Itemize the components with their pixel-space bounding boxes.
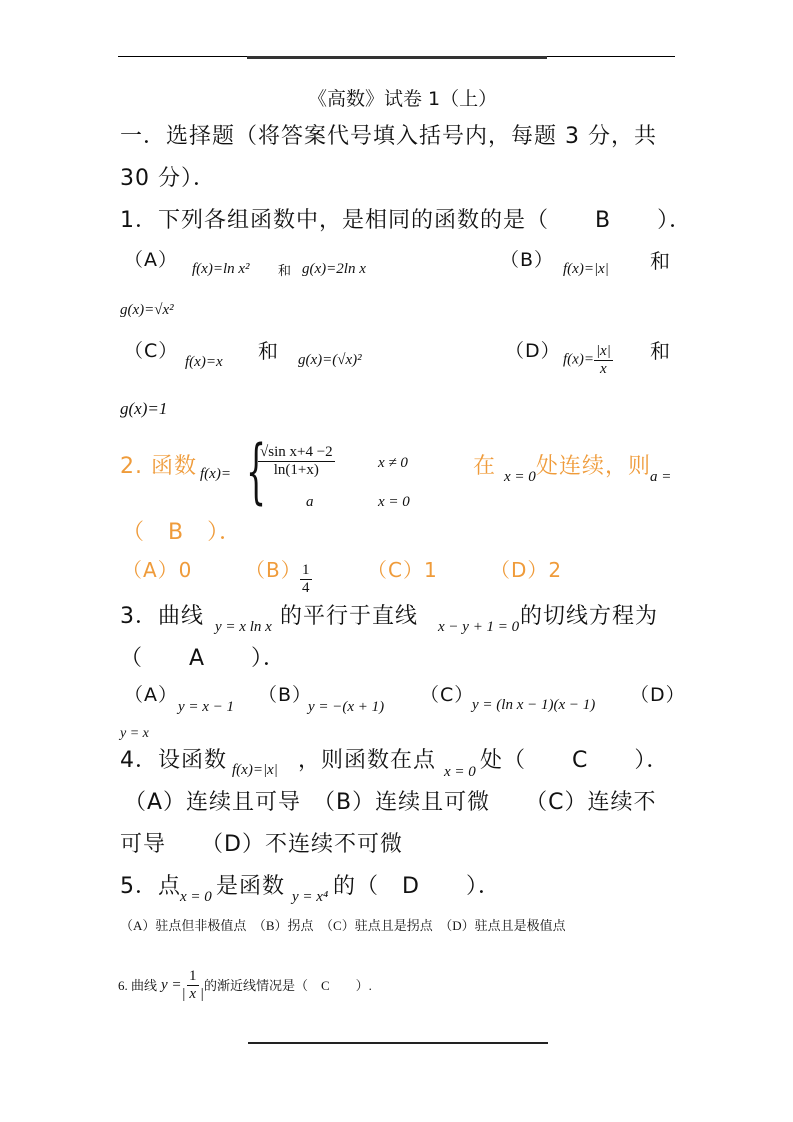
q6-p2: 的渐近线情况是（ C ）.	[203, 977, 372, 993]
q1-a-and: 和	[278, 263, 292, 278]
q1-d-f	[563, 343, 613, 377]
q3-line: x − y + 1 = 0	[438, 619, 520, 635]
q2-cond2: x = 0	[378, 494, 410, 510]
q2-case2: a	[306, 494, 314, 510]
q1-b-f: f(x)=|x|	[563, 261, 609, 277]
q1-d-g: g(x)=1	[120, 399, 168, 418]
q3-b-label: （B）	[258, 684, 313, 706]
q1-option-b-label: （B）	[500, 249, 555, 271]
q3-d: y = x	[120, 726, 149, 741]
q1-c-f: f(x)=x	[185, 354, 223, 370]
q4-stem-p2: ，则函数在点	[298, 748, 437, 773]
q2-denominator: ln(1+x)	[273, 461, 319, 478]
q3-c: y = (ln x − 1)(x − 1)	[472, 697, 596, 713]
q5-options: （A）驻点但非极值点 （B）拐点 （C）驻点且是拐点 （D）驻点且是极值点	[120, 918, 566, 933]
q1-d-and: 和	[650, 339, 671, 363]
q5-stem-p1: 5．点	[120, 874, 181, 899]
q1-a-f: f(x)=ln x²	[192, 261, 250, 277]
q4-stem-p3: 处（ C ）．	[480, 748, 670, 773]
q3-stem-p3: 的切线方程为	[520, 604, 659, 629]
q4-options-line2: 可导 （D）不连续不可微	[120, 832, 403, 857]
q1-d-f-lhs: f(x)=	[563, 351, 594, 368]
q1-option-c-label: （C）	[124, 340, 179, 362]
q1-d-den: x	[600, 360, 607, 377]
q3-a: y = x − 1	[178, 699, 235, 715]
q3-b: y = −(x + 1)	[308, 699, 385, 715]
q2-option-b-frac	[300, 562, 312, 596]
q2-stem-prefix: 2. 函数	[120, 454, 197, 479]
q5-x0: x = 0	[180, 889, 212, 905]
q6-line	[118, 968, 372, 1002]
q2-cond1: x ≠ 0	[378, 455, 408, 471]
q5-f: y = x⁴	[292, 889, 329, 905]
q6-num: 1	[189, 968, 197, 984]
q3-curve: y = x ln x	[215, 619, 272, 635]
q2-option-a: （A）0	[122, 558, 193, 582]
q1-stem: 1．下列各组函数中，是相同的函数的是（ B ）．	[120, 208, 693, 233]
q2-mid1: 在	[473, 454, 497, 479]
q3-c-label: （C）	[420, 684, 475, 706]
q1-option-d-label: （D）	[505, 340, 561, 362]
footer-rule	[248, 1042, 548, 1044]
q3-answer: （ A ）．	[120, 646, 287, 671]
q2-mid2: 处连续，则	[536, 454, 652, 479]
q2-b-num: 1	[302, 562, 310, 578]
q3-stem-p2: 的平行于直线	[280, 604, 419, 629]
q6-y: y =	[161, 976, 182, 993]
q5-stem-p3: 的（ D ）．	[333, 874, 501, 899]
q2-option-d: （D）2	[490, 558, 563, 582]
q2-fraction	[258, 444, 335, 478]
q2-answer: （ B ）．	[122, 520, 243, 545]
q4-f: f(x)=|x|	[232, 762, 278, 778]
q4-x0: x = 0	[444, 764, 476, 780]
q1-c-g: g(x)=(√x)²	[298, 352, 362, 368]
q1-a-g: g(x)=2ln x	[302, 261, 366, 277]
q2-brace: {	[246, 430, 267, 512]
section-heading: 一．选择题（将答案代号填入括号内，每题 3 分，共	[120, 124, 657, 149]
q6-den: | x |	[181, 985, 204, 1002]
q4-stem-p1: 4．设函数	[120, 748, 227, 773]
section-heading-cont: 30 分）．	[120, 166, 216, 191]
q3-a-label: （A）	[124, 684, 178, 706]
q2-option-c: （C）1	[367, 558, 438, 582]
q2-option-b: （B）	[245, 558, 302, 582]
q5-stem-p2: 是函数	[216, 874, 286, 899]
q1-d-num: |x|	[595, 343, 611, 359]
header-rule-thick	[247, 56, 547, 59]
q3-stem-p1: 3．曲线	[120, 604, 204, 629]
q2-a-eq: a =	[650, 469, 672, 485]
q2-f: f(x)=	[200, 466, 231, 482]
q1-c-and: 和	[258, 339, 279, 363]
q1-b-and: 和	[650, 249, 671, 273]
q1-b-g: g(x)=√x²	[120, 302, 174, 318]
q6-p1: 6. 曲线	[118, 977, 158, 993]
q2-b-den: 4	[302, 579, 310, 596]
q6-fraction	[182, 968, 204, 1002]
q1-option-a-label: （A）	[124, 249, 178, 271]
q2-x0: x = 0	[504, 469, 536, 485]
q3-d-label: （D）	[630, 684, 686, 706]
page-title: 《高数》试卷 1（上）	[308, 88, 498, 110]
q4-options-line1: （A）连续且可导 （B）连续且可微 （C）连续不	[124, 790, 657, 815]
q2-numerator: √sin x+4 −2	[260, 444, 333, 460]
